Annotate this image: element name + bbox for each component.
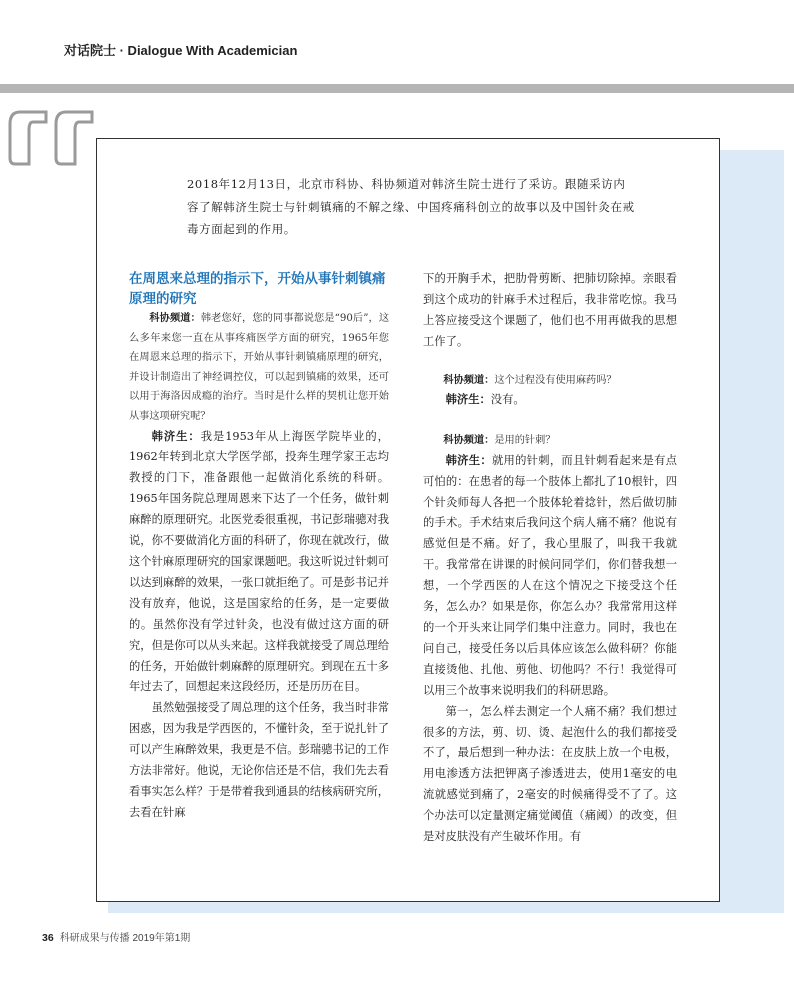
speaker-label: 科协频道： [443, 374, 495, 386]
page-number: 36 [42, 932, 54, 944]
body-paragraph: 第一，怎么样去测定一个人痛不痛？我们想过很多的方法，剪、切、烫、起泡什么的我们都接受不了，最后想到一种办法：在皮肤上放一个电极，用电渗透方法把钾离子渗透进去，使用1毫安的电流就感觉到痛了，2毫安的时候痛得受不了了。这个办法可以定量测定痛觉阈值（痛阈）的改变，但是对皮肤没有产生破坏作用。有 [423, 704, 677, 844]
body-paragraph: 下的开胸手术，把肋骨剪断、把肺切除掉。亲眼看到这个成功的针麻手术过程后，我非常吃惊。我马上答应接受这个课题了，他们也不用再做我的思想工作了。 [423, 272, 677, 348]
question-paragraph [423, 431, 677, 451]
header-title: 对话院士 · Dialogue With Academician [64, 43, 298, 58]
double-quote-icon [6, 108, 96, 168]
answer-text: 我是1953年从上海医学院毕业的，1962年转到北京大学医学部，投奔生理学家王志均教授的门下，准备跟他一起做消化系统的科研。1965年国务院总理周恩来下达了一个任务，做针刺麻醉的原理研究。北医党委很重视，书记彭瑞骢对我说，你不要做消化方面的科研了，你现在就改行，做这个针麻原理研究的国家课题吧。我这听说过针刺可以达到麻醉的效果，一张口就拒绝了。可是彭书记并没有放弃，他说，这是国家给的任务，是一定要做的。虽然你没有学过针灸，也没有做过这方面的研究，但是你可以从头来起。这样我就接受了周总理给的任务，开始做针刺麻醉的原理研究。到现在五十多年过去了，回想起来这段经历，还是历历在目。 [129, 429, 389, 694]
answer-paragraph [423, 451, 677, 702]
speaker-label: 韩济生： [445, 393, 491, 407]
body-paragraph: 虽然勉强接受了周总理的这个任务，我当时非常困惑，因为我是学西医的，不懂针灸，至于说扎针了可以产生麻醉效果，我更是不信。彭瑞骢书记的工作方法非常好。他说，无论你信还是不信，我们先去看看事实怎么样？于是带着我到通县的结核病研究所，去看在针麻 [129, 701, 389, 819]
question-paragraph [423, 371, 677, 391]
question-text: 这个过程没有使用麻药吗？ [494, 374, 617, 386]
intro-paragraph: 2018年12月13日，北京市科协、科协频道对韩济生院士进行了采访。跟随采访内容了解韩济生院士与针刺镇痛的不解之缘、中国疼痛科创立的故事以及中国针灸在戒毒方面起到的作用。 [187, 177, 635, 236]
journal-issue: 科研成果与传播 2019年第1期 [59, 933, 191, 944]
right-column [423, 269, 677, 848]
left-column [129, 269, 389, 824]
speaker-label: 韩济生： [445, 453, 492, 467]
header-divider-bar [0, 84, 794, 93]
page-footer [42, 929, 190, 944]
article-box [96, 138, 720, 902]
speaker-label: 韩济生： [151, 429, 201, 443]
question-text: 是用的针刺？ [494, 435, 556, 447]
speaker-label: 科协频道： [443, 435, 495, 447]
speaker-label: 科协频道： [149, 313, 201, 324]
question-paragraph [129, 309, 389, 427]
section-heading: 在周恩来总理的指示下，开始从事针刺镇痛原理的研究 [129, 271, 386, 307]
answer-text: 没有。 [490, 393, 525, 407]
answer-text: 就用的针刺，而且针刺看起来是有点可怕的：在患者的每一个肢体上都扎了10根针，四个针灸师每人各把一个肢体轮着捻针，然后做切肺的手术。手术结束后我问这个病人痛不痛？他说有感觉但是不痛。好了，我心里服了，叫我干我就干。我常常在讲课的时候问同学们，你们替我想一想，一个学西医的人在这个情况之下接受这个任务，怎么办？如果是你，你怎么办？我常常用这样的一个开头来让同学们集中注意力。同时，我也在问自己，接受任务以后具体应该怎么做科研？你能直接烫他、扎他、剪他、切他吗？不行！我觉得可以用三个故事来说明我们的科研思路。 [423, 453, 677, 697]
question-text: 韩老您好，您的同事都说您是“90后”，这么多年来您一直在从事疼痛医学方面的研究，1965年您在周恩来总理的指示下，开始从事针刺镇痛原理的研究，并设计制造出了神经调控仪，可以起到镇痛的效果，还可以用于海洛因成瘾的治疗。当时是什么样的契机让您开始从事这项研究呢？ [129, 313, 390, 422]
answer-paragraph [423, 390, 677, 411]
answer-paragraph [129, 427, 389, 699]
